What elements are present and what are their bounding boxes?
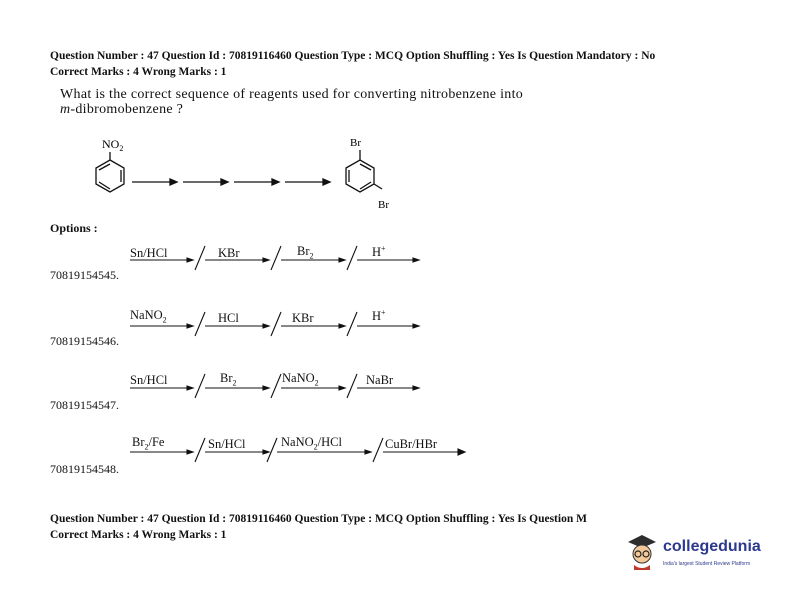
collegedunia-logo-icon bbox=[624, 532, 660, 572]
brand-tagline: India's largest Student Review Platform bbox=[663, 561, 751, 567]
question-line-2-rest: -dibromobenzene ? bbox=[70, 102, 184, 117]
marks-line-repeat: Correct Marks : 4 Wrong Marks : 1 bbox=[50, 529, 227, 541]
option-4-reagent-3: NaNO$_2$/HCl bbox=[281, 435, 342, 452]
option-1-reagent-3: $Br_2$ bbox=[297, 244, 314, 261]
question-header-repeat: Question Number : 47 Question Id : 70819116460 Question Type : MCQ Option Shuffling : Yes Is Question M bbox=[50, 513, 587, 525]
option-1-reagent-2: KBr bbox=[218, 246, 240, 260]
option-3-reagent-3: NaNO$_2$ bbox=[282, 371, 319, 388]
question-line-1: What is the correct sequence of reagents used for converting nitrobenzene into bbox=[60, 87, 524, 102]
option-1-reagent-4: H+ bbox=[372, 244, 386, 260]
option-1-reagent-1: Sn/HCl bbox=[130, 246, 168, 260]
scheme-arrows bbox=[132, 179, 330, 185]
marks-line: Correct Marks : 4 Wrong Marks : 1 bbox=[50, 66, 227, 78]
options-label: Options : bbox=[50, 221, 98, 235]
option-4-reagent-4: CuBr/HBr bbox=[385, 437, 438, 451]
question-header: Question Number : 47 Question Id : 70819116460 Question Type : MCQ Option Shuffling : Yes Is Question Mandatory : No bbox=[50, 50, 656, 62]
option-id-3[interactable]: 70819154547. bbox=[50, 398, 119, 412]
option-4-reagent-2: Sn/HCl bbox=[208, 437, 246, 451]
option-id-4[interactable]: 70819154548. bbox=[50, 462, 119, 476]
meta-prefix: m bbox=[60, 102, 71, 117]
br-label-top: Br bbox=[350, 137, 361, 149]
option-2-reagent-3: KBr bbox=[292, 311, 314, 325]
nitrobenzene-structure bbox=[96, 152, 124, 192]
option-4-reagent-1: $Br_2/Fe$ bbox=[132, 435, 165, 452]
option-3-reagent-4: NaBr bbox=[366, 373, 394, 387]
reaction-scheme bbox=[80, 132, 420, 217]
question-line-2 bbox=[60, 102, 523, 117]
br-label-bottom: Br bbox=[378, 199, 389, 211]
option-2-reagent-4: H+ bbox=[372, 308, 386, 324]
option-3-reagent-2: $Br_2$ bbox=[220, 371, 237, 388]
option-id-2[interactable]: 70819154546. bbox=[50, 334, 119, 348]
dibromobenzene-structure bbox=[346, 150, 382, 192]
question-text bbox=[60, 87, 523, 117]
option-id-1[interactable]: 70819154545. bbox=[50, 268, 119, 282]
option-2-reagent-1: NaNO$_2$ bbox=[130, 308, 167, 325]
option-3-reagent-1: Sn/HCl bbox=[130, 373, 168, 387]
option-2-reagent-2: HCl bbox=[218, 311, 239, 325]
brand-name: collegedunia bbox=[663, 538, 761, 555]
nitro-label: $NO_2$ bbox=[102, 137, 124, 153]
